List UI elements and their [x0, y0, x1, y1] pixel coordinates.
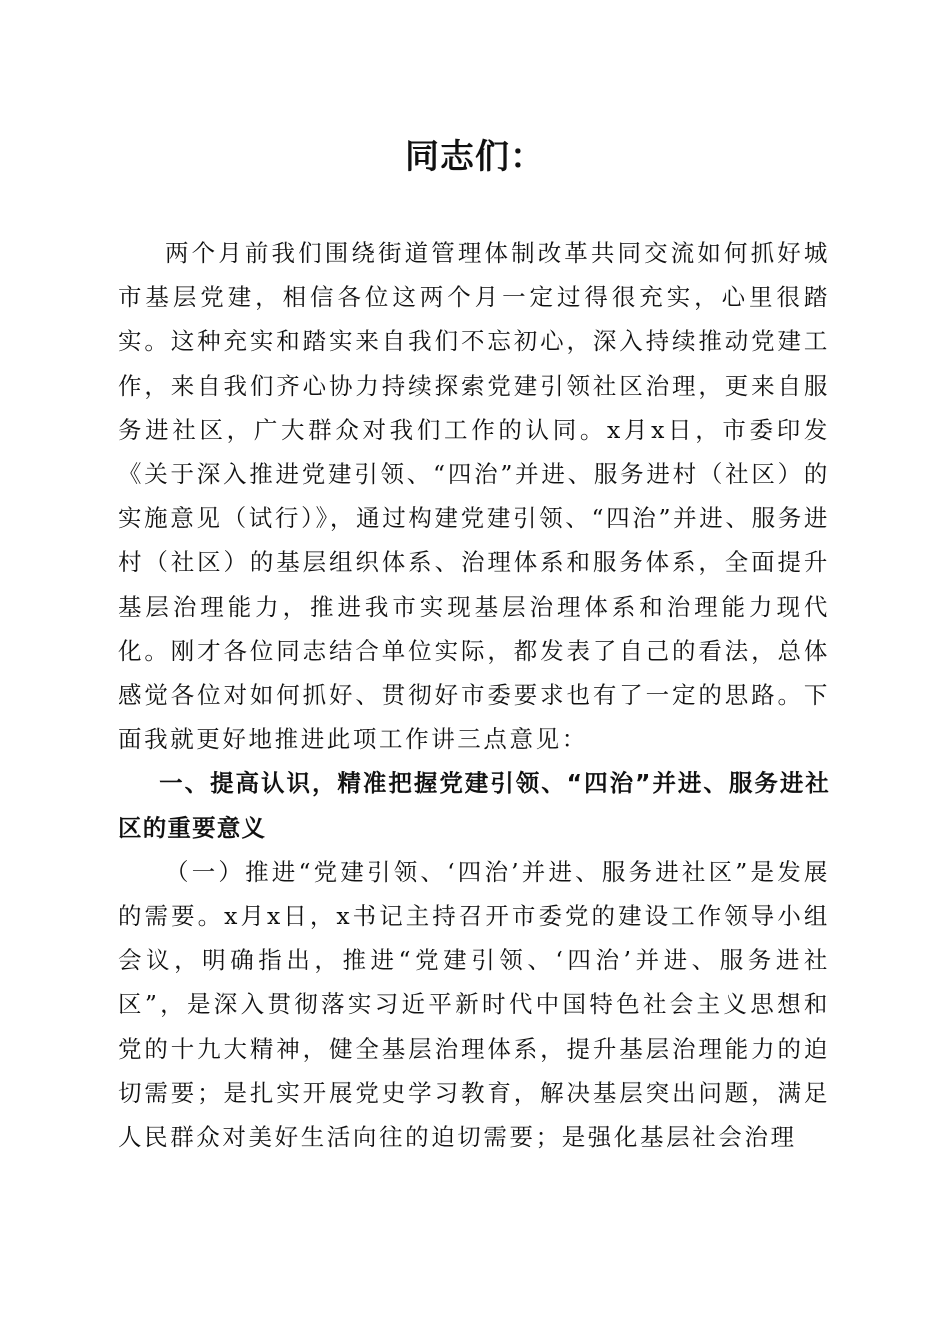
body-paragraph-intro: 两个月前我们围绕街道管理体制改革共同交流如何抓好城市基层党建，相信各位这两个月一定过得很充实，心里很踏实。这种充实和踏实来自我们不忘初心，深入持续推动党建工作，来自我们齐心协力持续探索党建引领社区治理，更来自服务进社区，广大群众对我们工作的认同。x月x日，市委印发《关于深入推进党建引领、“四治”并进、服务进村（社区）的实施意见（试行）》，通过构建党建引领、“四治”并进、服务进村（社区）的基层组织体系、治理体系和服务体系，全面提升基层治理能力，推进我市实现基层治理体系和治理能力现代化。刚才各位同志结合单位实际，都发表了自己的看法，总体感觉各位对如何抓好、贯彻好市委要求也有了一定的思路。下面我就更好地推进此项工作讲三点意见：	[118, 239, 830, 754]
section-heading-1: 一、提高认识，精准把握党建引领、“四治”并进、服务进社区的重要意义	[118, 769, 830, 842]
body-paragraph-1-1: （一）推进“党建引领、‘四治’并进、服务进社区”是发展的需要。x月x日，x书记主持召开市委党的建设工作领导小组会议，明确指出，推进“党建引领、‘四治’并进、服务进社区”，是深入贯彻落实习近平新时代中国特色社会主义思想和党的十九大精神，健全基层治理体系，提升基层治理能力的迫切需要；是扎实开展党史学习教育，解决基层突出问题，满足人民群众对美好生活向往的迫切需要；是强化基层社会治理	[118, 857, 830, 1152]
document-title: 同志们：	[405, 137, 545, 177]
document-body	[118, 231, 830, 1159]
